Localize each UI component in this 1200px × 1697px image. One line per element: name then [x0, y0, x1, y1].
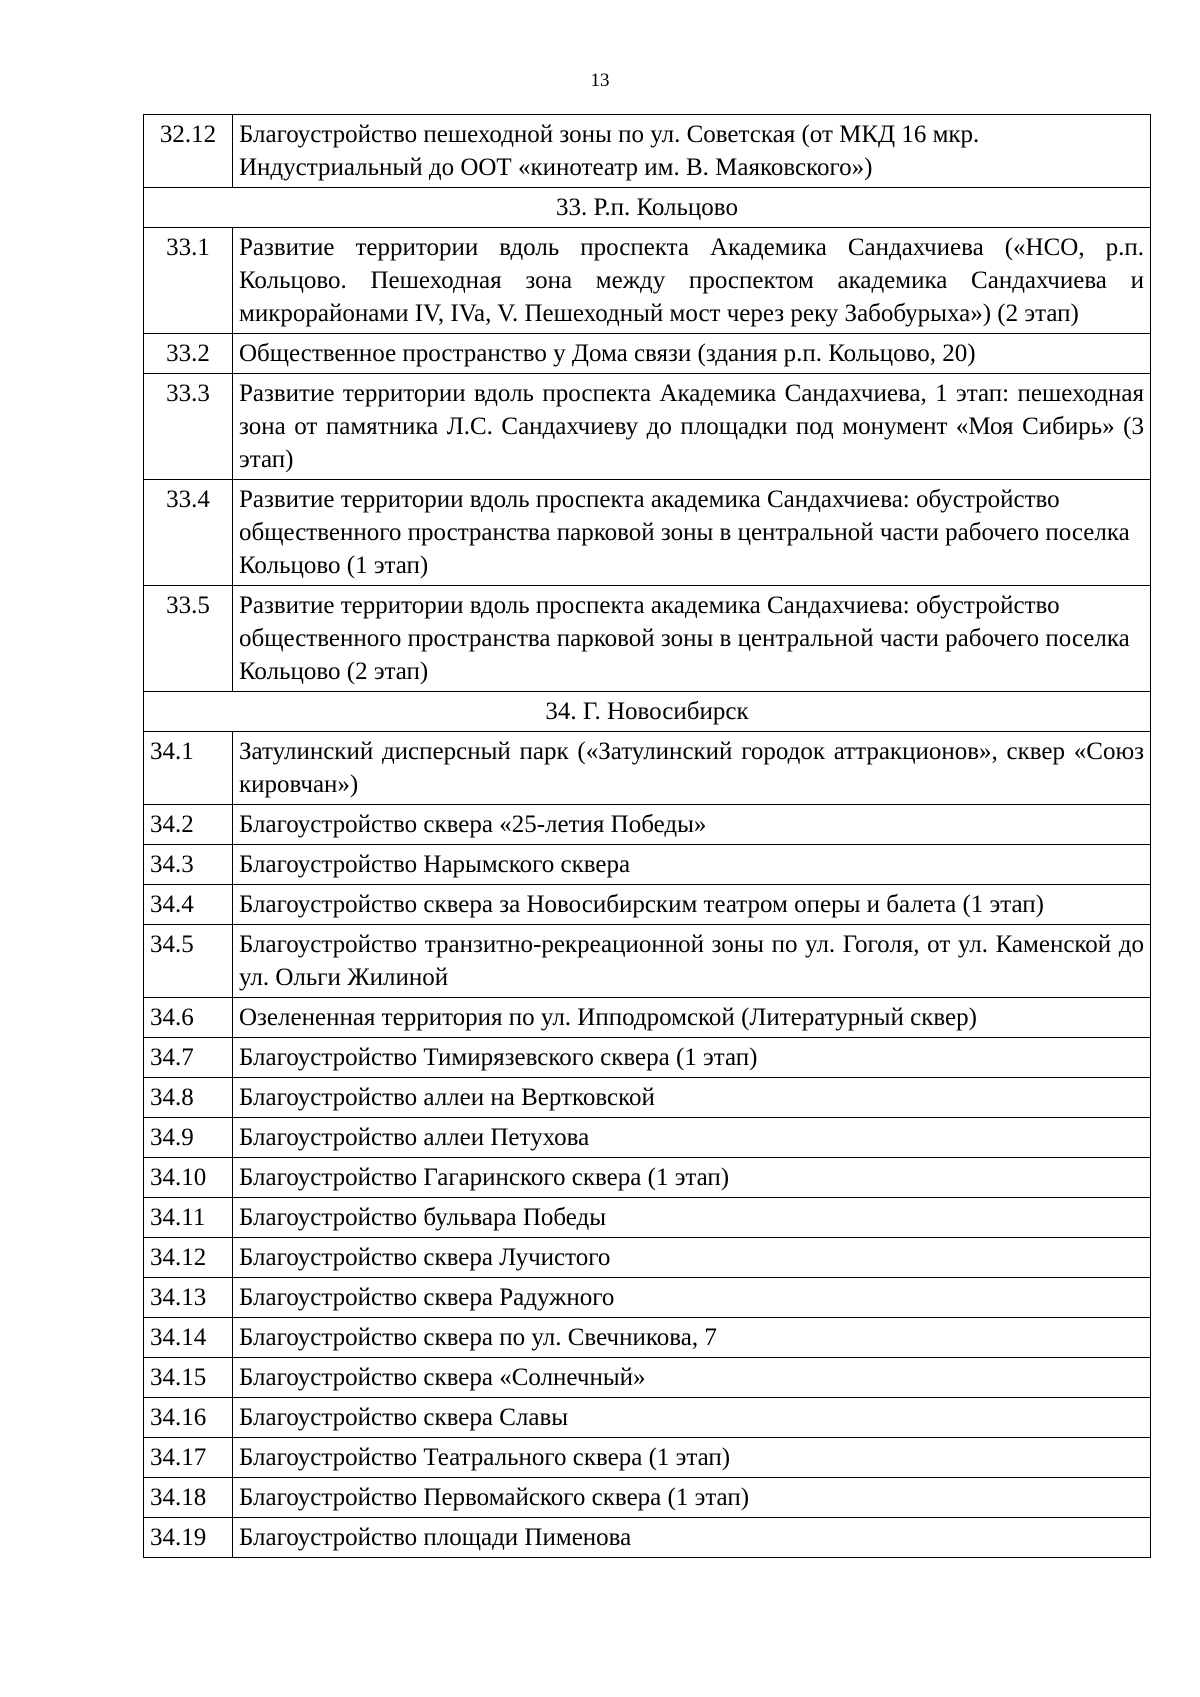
- table-row: [144, 885, 1151, 925]
- item-description: Благоустройство сквера по ул. Свечникова, 7: [233, 1318, 1151, 1358]
- item-number: 34.14: [144, 1318, 233, 1358]
- item-number: 34.11: [144, 1198, 233, 1238]
- item-number: 33.1: [144, 228, 233, 334]
- item-number: 34.19: [144, 1518, 233, 1558]
- item-description: Развитие территории вдоль проспекта академика Сандахчиева: обустройство общественного пространства парковой зоны в центральной части рабочего поселка Кольцово (1 этап): [233, 480, 1151, 586]
- item-number: 34.12: [144, 1238, 233, 1278]
- page-number: 13: [590, 70, 610, 91]
- item-description: Озелененная территория по ул. Ипподромской (Литературный сквер): [233, 998, 1151, 1038]
- section-title: 34. Г. Новосибирск: [144, 692, 1151, 732]
- item-description: Благоустройство сквера Радужного: [233, 1278, 1151, 1318]
- table-row: [144, 998, 1151, 1038]
- item-number: 32.12: [144, 115, 233, 188]
- table-row: [144, 586, 1151, 692]
- item-number: 34.7: [144, 1038, 233, 1078]
- table-row: [144, 334, 1151, 374]
- item-description: Развитие территории вдоль проспекта академика Сандахчиева: обустройство общественного пространства парковой зоны в центральной части рабочего поселка Кольцово (2 этап): [233, 586, 1151, 692]
- table-row: [144, 1238, 1151, 1278]
- item-number: 33.3: [144, 374, 233, 480]
- table-row: [144, 1078, 1151, 1118]
- table-row: [144, 925, 1151, 998]
- item-description: Благоустройство Театрального сквера (1 этап): [233, 1438, 1151, 1478]
- item-number: 34.18: [144, 1478, 233, 1518]
- table-row: [144, 228, 1151, 334]
- item-description: Благоустройство сквера «Солнечный»: [233, 1358, 1151, 1398]
- item-description: Благоустройство транзитно-рекреационной зоны по ул. Гоголя, от ул. Каменской до ул. Ольги Жилиной: [233, 925, 1151, 998]
- item-number: 34.1: [144, 732, 233, 805]
- item-description: Благоустройство Нарымского сквера: [233, 845, 1151, 885]
- item-number: 34.8: [144, 1078, 233, 1118]
- item-number: 34.5: [144, 925, 233, 998]
- item-description: Благоустройство Первомайского сквера (1 этап): [233, 1478, 1151, 1518]
- item-number: 34.6: [144, 998, 233, 1038]
- item-number: 34.3: [144, 845, 233, 885]
- table-row: [144, 1118, 1151, 1158]
- projects-table-body: [144, 115, 1151, 1558]
- item-description: Благоустройство Тимирязевского сквера (1 этап): [233, 1038, 1151, 1078]
- item-number: 34.13: [144, 1278, 233, 1318]
- item-description: Благоустройство аллеи Петухова: [233, 1118, 1151, 1158]
- table-row: [144, 805, 1151, 845]
- projects-table: [143, 114, 1151, 1558]
- item-description: Благоустройство сквера «25-летия Победы»: [233, 805, 1151, 845]
- item-number: 34.10: [144, 1158, 233, 1198]
- table-row: [144, 1198, 1151, 1238]
- section-title: 33. Р.п. Кольцово: [144, 188, 1151, 228]
- table-row: [144, 845, 1151, 885]
- item-number: 33.5: [144, 586, 233, 692]
- item-description: Развитие территории вдоль проспекта Академика Сандахчиева («НСО, р.п. Кольцово. Пешеходная зона между проспектом академика Сандахчиева и микрорайонами IV, IVa, V. Пешеходный мост через реку Забобурыха») (2 этап): [233, 228, 1151, 334]
- item-description: Развитие территории вдоль проспекта Академика Сандахчиева, 1 этап: пешеходная зона от памятника Л.С. Сандахчиеву до площадки под монумент «Моя Сибирь» (3 этап): [233, 374, 1151, 480]
- table-row: [144, 732, 1151, 805]
- item-description: Благоустройство аллеи на Вертковской: [233, 1078, 1151, 1118]
- item-description: Благоустройство бульвара Победы: [233, 1198, 1151, 1238]
- table-row: [144, 1358, 1151, 1398]
- table-row: [144, 1278, 1151, 1318]
- table-row: [144, 374, 1151, 480]
- item-description: Затулинский дисперсный парк («Затулинский городок аттракционов», сквер «Союз кировчан»): [233, 732, 1151, 805]
- table-row: [144, 1398, 1151, 1438]
- item-number: 34.4: [144, 885, 233, 925]
- table-row: [144, 1318, 1151, 1358]
- item-description: Общественное пространство у Дома связи (здания р.п. Кольцово, 20): [233, 334, 1151, 374]
- item-number: 34.9: [144, 1118, 233, 1158]
- item-number: 34.16: [144, 1398, 233, 1438]
- table-row: [144, 1478, 1151, 1518]
- item-description: Благоустройство сквера за Новосибирским театром оперы и балета (1 этап): [233, 885, 1151, 925]
- item-description: Благоустройство сквера Славы: [233, 1398, 1151, 1438]
- item-number: 33.4: [144, 480, 233, 586]
- item-number: 34.17: [144, 1438, 233, 1478]
- table-row: [144, 480, 1151, 586]
- item-description: Благоустройство Гагаринского сквера (1 этап): [233, 1158, 1151, 1198]
- item-number: 34.15: [144, 1358, 233, 1398]
- table-row: [144, 1438, 1151, 1478]
- section-header-row: [144, 188, 1151, 228]
- item-number: 33.2: [144, 334, 233, 374]
- table-row: [144, 1038, 1151, 1078]
- item-description: Благоустройство сквера Лучистого: [233, 1238, 1151, 1278]
- item-description: Благоустройство площади Пименова: [233, 1518, 1151, 1558]
- item-description: Благоустройство пешеходной зоны по ул. Советская (от МКД 16 мкр. Индустриальный до ООТ «кинотеатр им. В. Маяковского»): [233, 115, 1151, 188]
- table-row: [144, 1518, 1151, 1558]
- table-row: [144, 115, 1151, 188]
- item-number: 34.2: [144, 805, 233, 845]
- section-header-row: [144, 692, 1151, 732]
- table-row: [144, 1158, 1151, 1198]
